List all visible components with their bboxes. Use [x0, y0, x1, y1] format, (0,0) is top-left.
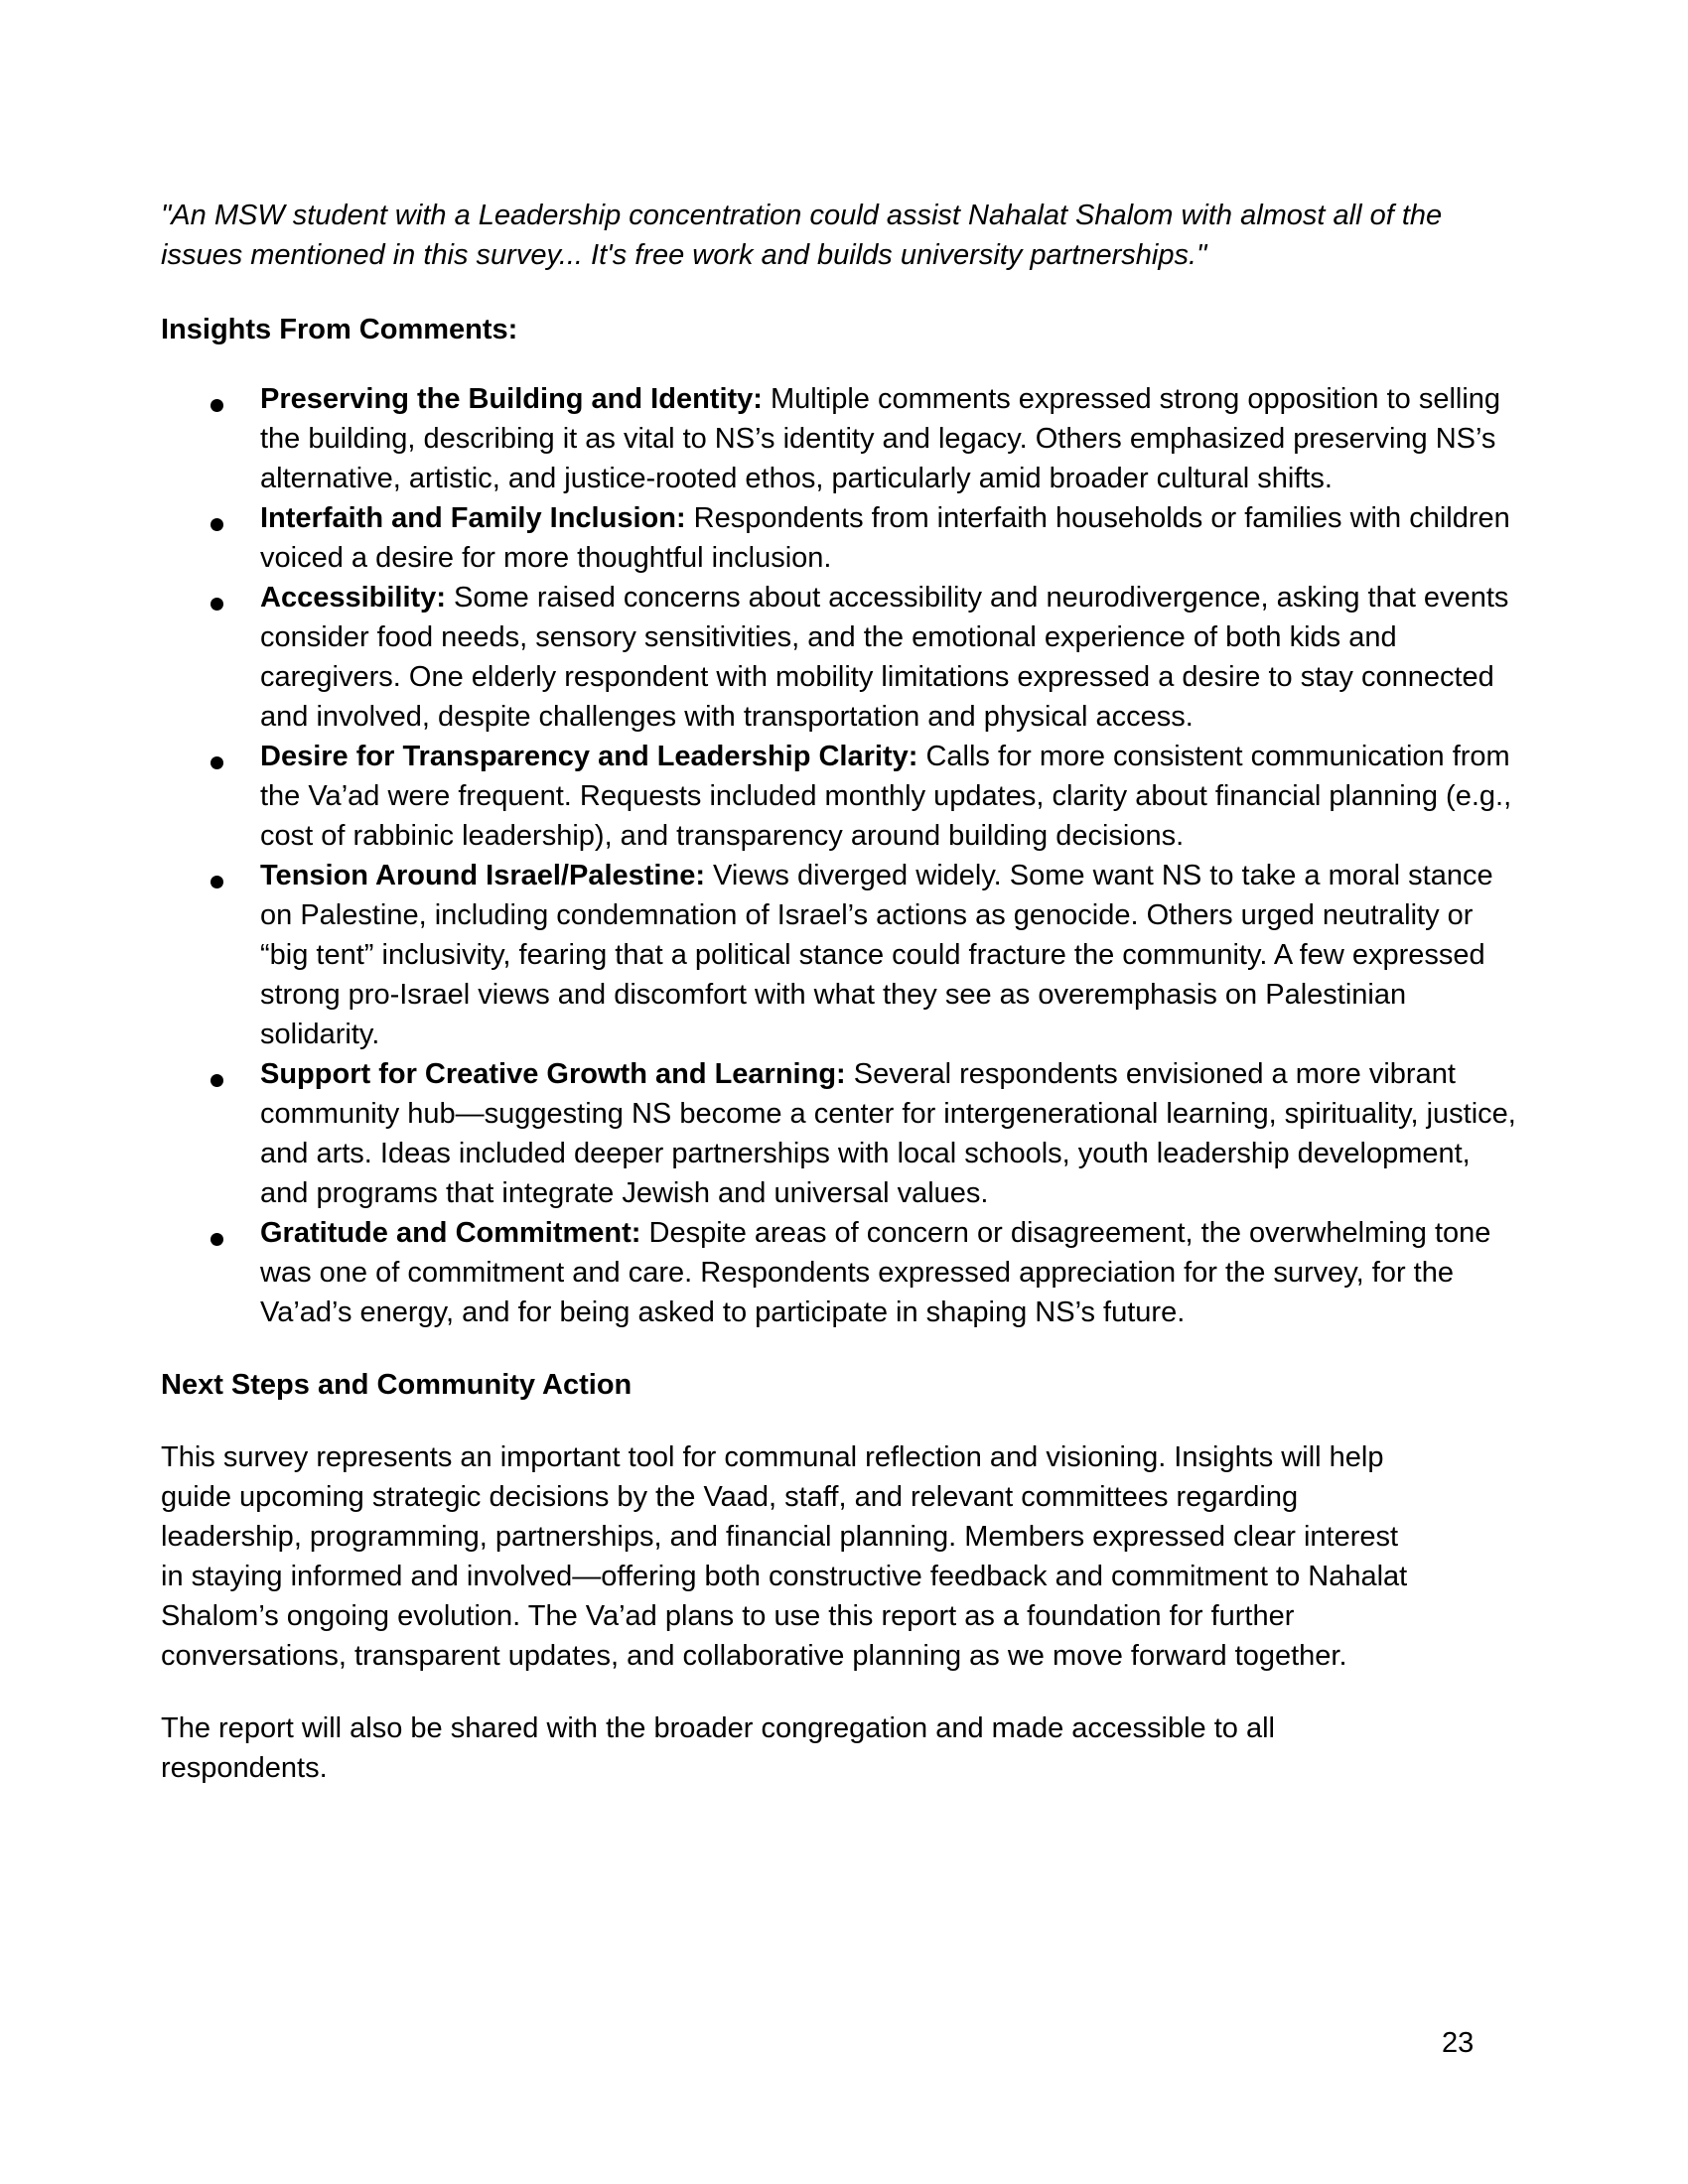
paragraph-line: in staying informed and involved—offering both constructive feedback and commitment to Nahalat: [161, 1561, 1408, 1592]
insight-line: [260, 737, 1510, 776]
insight-line: [260, 578, 1508, 617]
insights-heading: Insights From Comments:: [161, 314, 518, 345]
insight-title: Accessibility:: [260, 582, 446, 614]
bullet-icon: [211, 399, 223, 412]
insight-line: and involved, despite challenges with transportation and physical access.: [260, 701, 1194, 733]
bullet-icon: [211, 756, 223, 769]
insight-line: strong pro-Israel views and discomfort with what they see as overemphasis on Palestinian: [260, 979, 1407, 1011]
insight-line: was one of commitment and care. Respondents expressed appreciation for the survey, for the: [260, 1257, 1454, 1289]
insight-title: Gratitude and Commitment:: [260, 1217, 641, 1249]
insight-line: on Palestine, including condemnation of Israel’s actions as genocide. Others urged neutrality or: [260, 899, 1474, 931]
insight-title: Desire for Transparency and Leadership Clarity:: [260, 741, 918, 772]
insight-title: Preserving the Building and Identity:: [260, 383, 763, 415]
insight-line: alternative, artistic, and justice-rooted ethos, particularly amid broader cultural shifts.: [260, 463, 1333, 494]
next-steps-heading: Next Steps and Community Action: [161, 1369, 633, 1401]
insight-line: caregivers. One elderly respondent with mobility limitations expressed a desire to stay connected: [260, 661, 1494, 693]
insight-line: and arts. Ideas included deeper partnerships with local schools, youth leadership development,: [260, 1138, 1471, 1169]
bullet-icon: [211, 876, 223, 888]
paragraph-line: guide upcoming strategic decisions by the Vaad, staff, and relevant committees regarding: [161, 1481, 1299, 1513]
quote-line: "An MSW student with a Leadership concentration could assist Nahalat Shalom with almost all of the: [161, 200, 1443, 231]
insight-line: voiced a desire for more thoughtful inclusion.: [260, 542, 832, 574]
insight-line: solidarity.: [260, 1019, 380, 1050]
insight-line: [260, 1054, 1456, 1094]
bullet-icon: [211, 1233, 223, 1246]
paragraph-line: conversations, transparent updates, and collaborative planning as we move forward together.: [161, 1640, 1347, 1672]
insight-line: [260, 379, 1500, 419]
insight-title: Interfaith and Family Inclusion:: [260, 502, 686, 534]
bullet-icon: [211, 1074, 223, 1087]
paragraph-line: Shalom’s ongoing evolution. The Va’ad plans to use this report as a foundation for further: [161, 1600, 1295, 1632]
bullet-icon: [211, 518, 223, 531]
insight-title: Tension Around Israel/Palestine:: [260, 860, 705, 891]
insight-text: Multiple comments expressed strong opposition to selling: [762, 383, 1501, 415]
insight-line: [260, 856, 1493, 895]
insight-text: Views diverged widely. Some want NS to take a moral stance: [705, 860, 1493, 891]
paragraph-line: The report will also be shared with the broader congregation and made accessible to all: [161, 1712, 1275, 1744]
insight-text: Several respondents envisioned a more vibrant: [845, 1058, 1456, 1090]
insight-line: Va’ad’s energy, and for being asked to participate in shaping NS’s future.: [260, 1297, 1186, 1328]
quote-line: issues mentioned in this survey... It's free work and builds university partnerships.": [161, 239, 1207, 271]
page-number: 23: [1442, 2027, 1475, 2059]
insight-line: the building, describing it as vital to NS’s identity and legacy. Others emphasized preserving NS’s: [260, 423, 1496, 455]
insight-line: cost of rabbinic leadership), and transparency around building decisions.: [260, 820, 1185, 852]
insight-text: Calls for more consistent communication from: [917, 741, 1510, 772]
insight-line: the Va’ad were frequent. Requests included monthly updates, clarity about financial planning (e.g.,: [260, 780, 1512, 812]
paragraph-line: respondents.: [161, 1752, 328, 1784]
insight-text: Some raised concerns about accessibility and neurodivergence, asking that events: [445, 582, 1509, 614]
insight-line: and programs that integrate Jewish and universal values.: [260, 1177, 989, 1209]
insight-line: [260, 498, 1510, 538]
insight-line: community hub—suggesting NS become a center for intergenerational learning, spirituality, justice,: [260, 1098, 1516, 1130]
paragraph-line: leadership, programming, partnerships, and financial planning. Members expressed clear interest: [161, 1521, 1399, 1553]
insight-line: “big tent” inclusivity, fearing that a political stance could fracture the community. A few expressed: [260, 939, 1485, 971]
insight-line: consider food needs, sensory sensitivities, and the emotional experience of both kids and: [260, 621, 1397, 653]
insight-title: Support for Creative Growth and Learning:: [260, 1058, 846, 1090]
bullet-icon: [211, 598, 223, 611]
insight-line: [260, 1213, 1490, 1253]
insight-text: Respondents from interfaith households or families with children: [685, 502, 1510, 534]
paragraph-line: This survey represents an important tool for communal reflection and visioning. Insights will help: [161, 1441, 1384, 1473]
insight-text: Despite areas of concern or disagreement, the overwhelming tone: [640, 1217, 1491, 1249]
